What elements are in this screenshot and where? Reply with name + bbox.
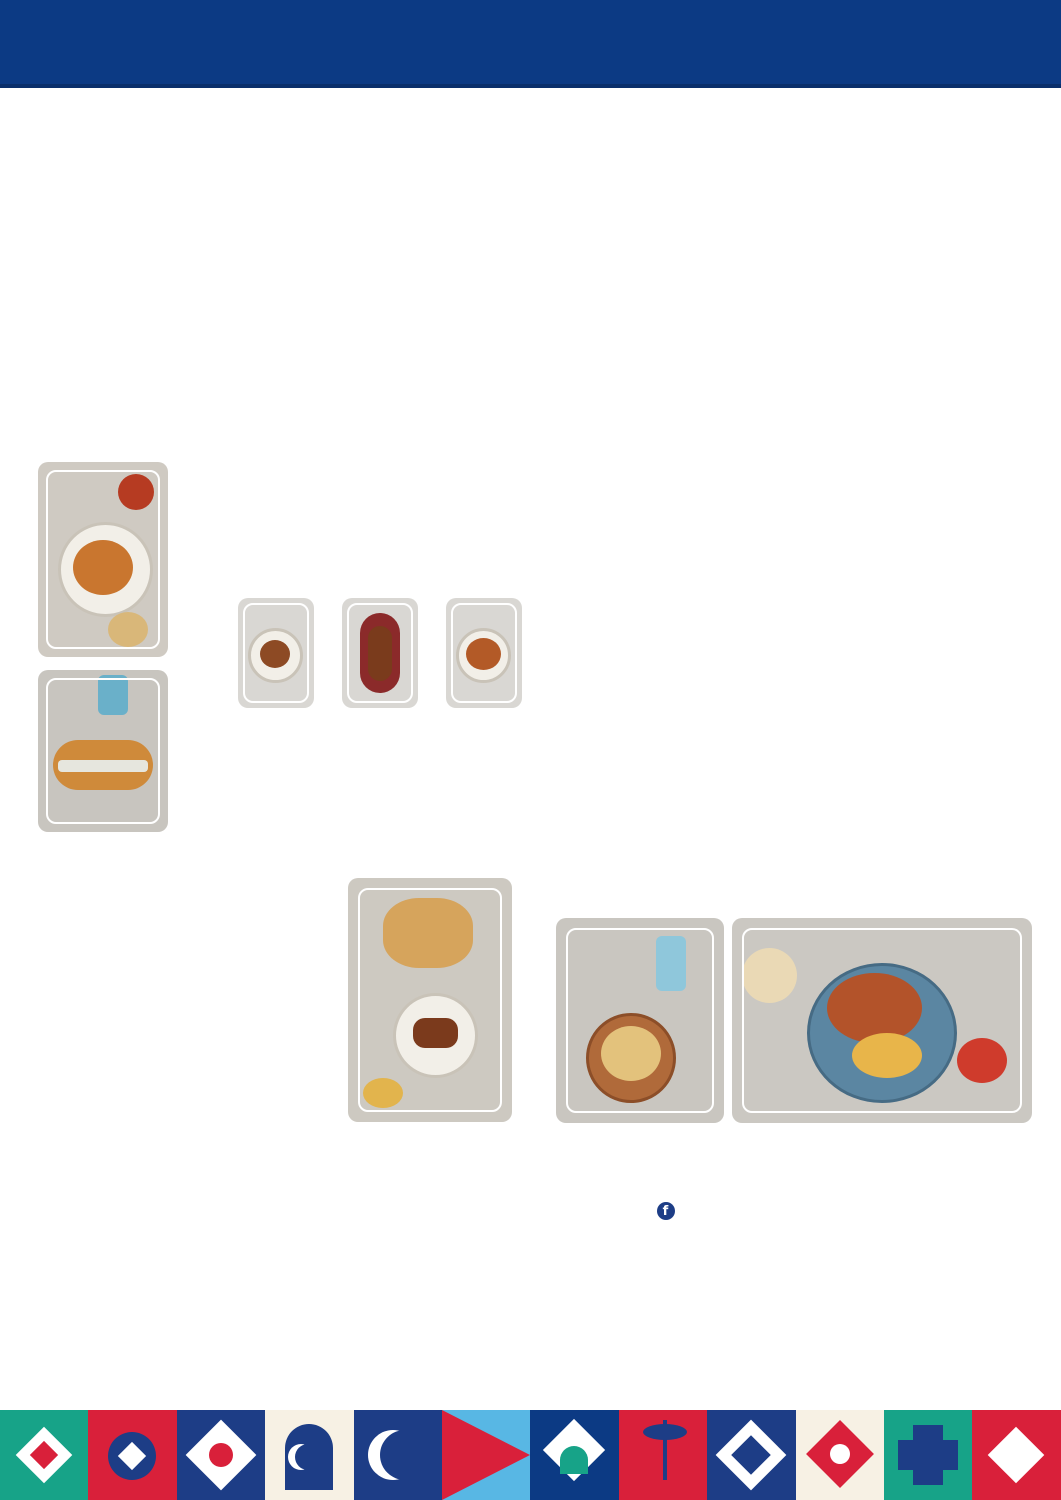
facebook-icon: f <box>657 1202 675 1220</box>
pattern-tile <box>530 1410 618 1500</box>
photo-dish-1 <box>238 598 314 708</box>
photo-roast-chicken <box>732 918 1032 1123</box>
top-pattern-band <box>0 0 1061 88</box>
photo-feteer-kofta <box>348 878 512 1122</box>
pattern-tile <box>88 1410 176 1500</box>
photo-dish-3 <box>446 598 522 708</box>
pattern-tile <box>707 1410 795 1500</box>
pattern-tile <box>972 1410 1060 1500</box>
pattern-tile <box>0 1410 88 1500</box>
photo-bechamel <box>556 918 724 1123</box>
menu-logo <box>300 120 820 380</box>
pattern-tile <box>619 1410 707 1500</box>
diamond-pattern <box>24 14 1037 70</box>
facebook-link[interactable] <box>563 1202 773 1220</box>
pattern-tile <box>884 1410 972 1500</box>
pattern-tile <box>442 1410 530 1500</box>
photo-chicken-platter <box>38 462 168 657</box>
pattern-tile <box>265 1410 353 1500</box>
photo-sandwich <box>38 670 168 832</box>
social-follow <box>563 1188 773 1220</box>
pattern-tile <box>796 1410 884 1500</box>
whatsapp-subscribe <box>833 1165 1023 1173</box>
pattern-tile <box>354 1410 442 1500</box>
bottom-pattern-band <box>0 1410 1061 1500</box>
pattern-tile <box>177 1410 265 1500</box>
photo-dish-2 <box>342 598 418 708</box>
